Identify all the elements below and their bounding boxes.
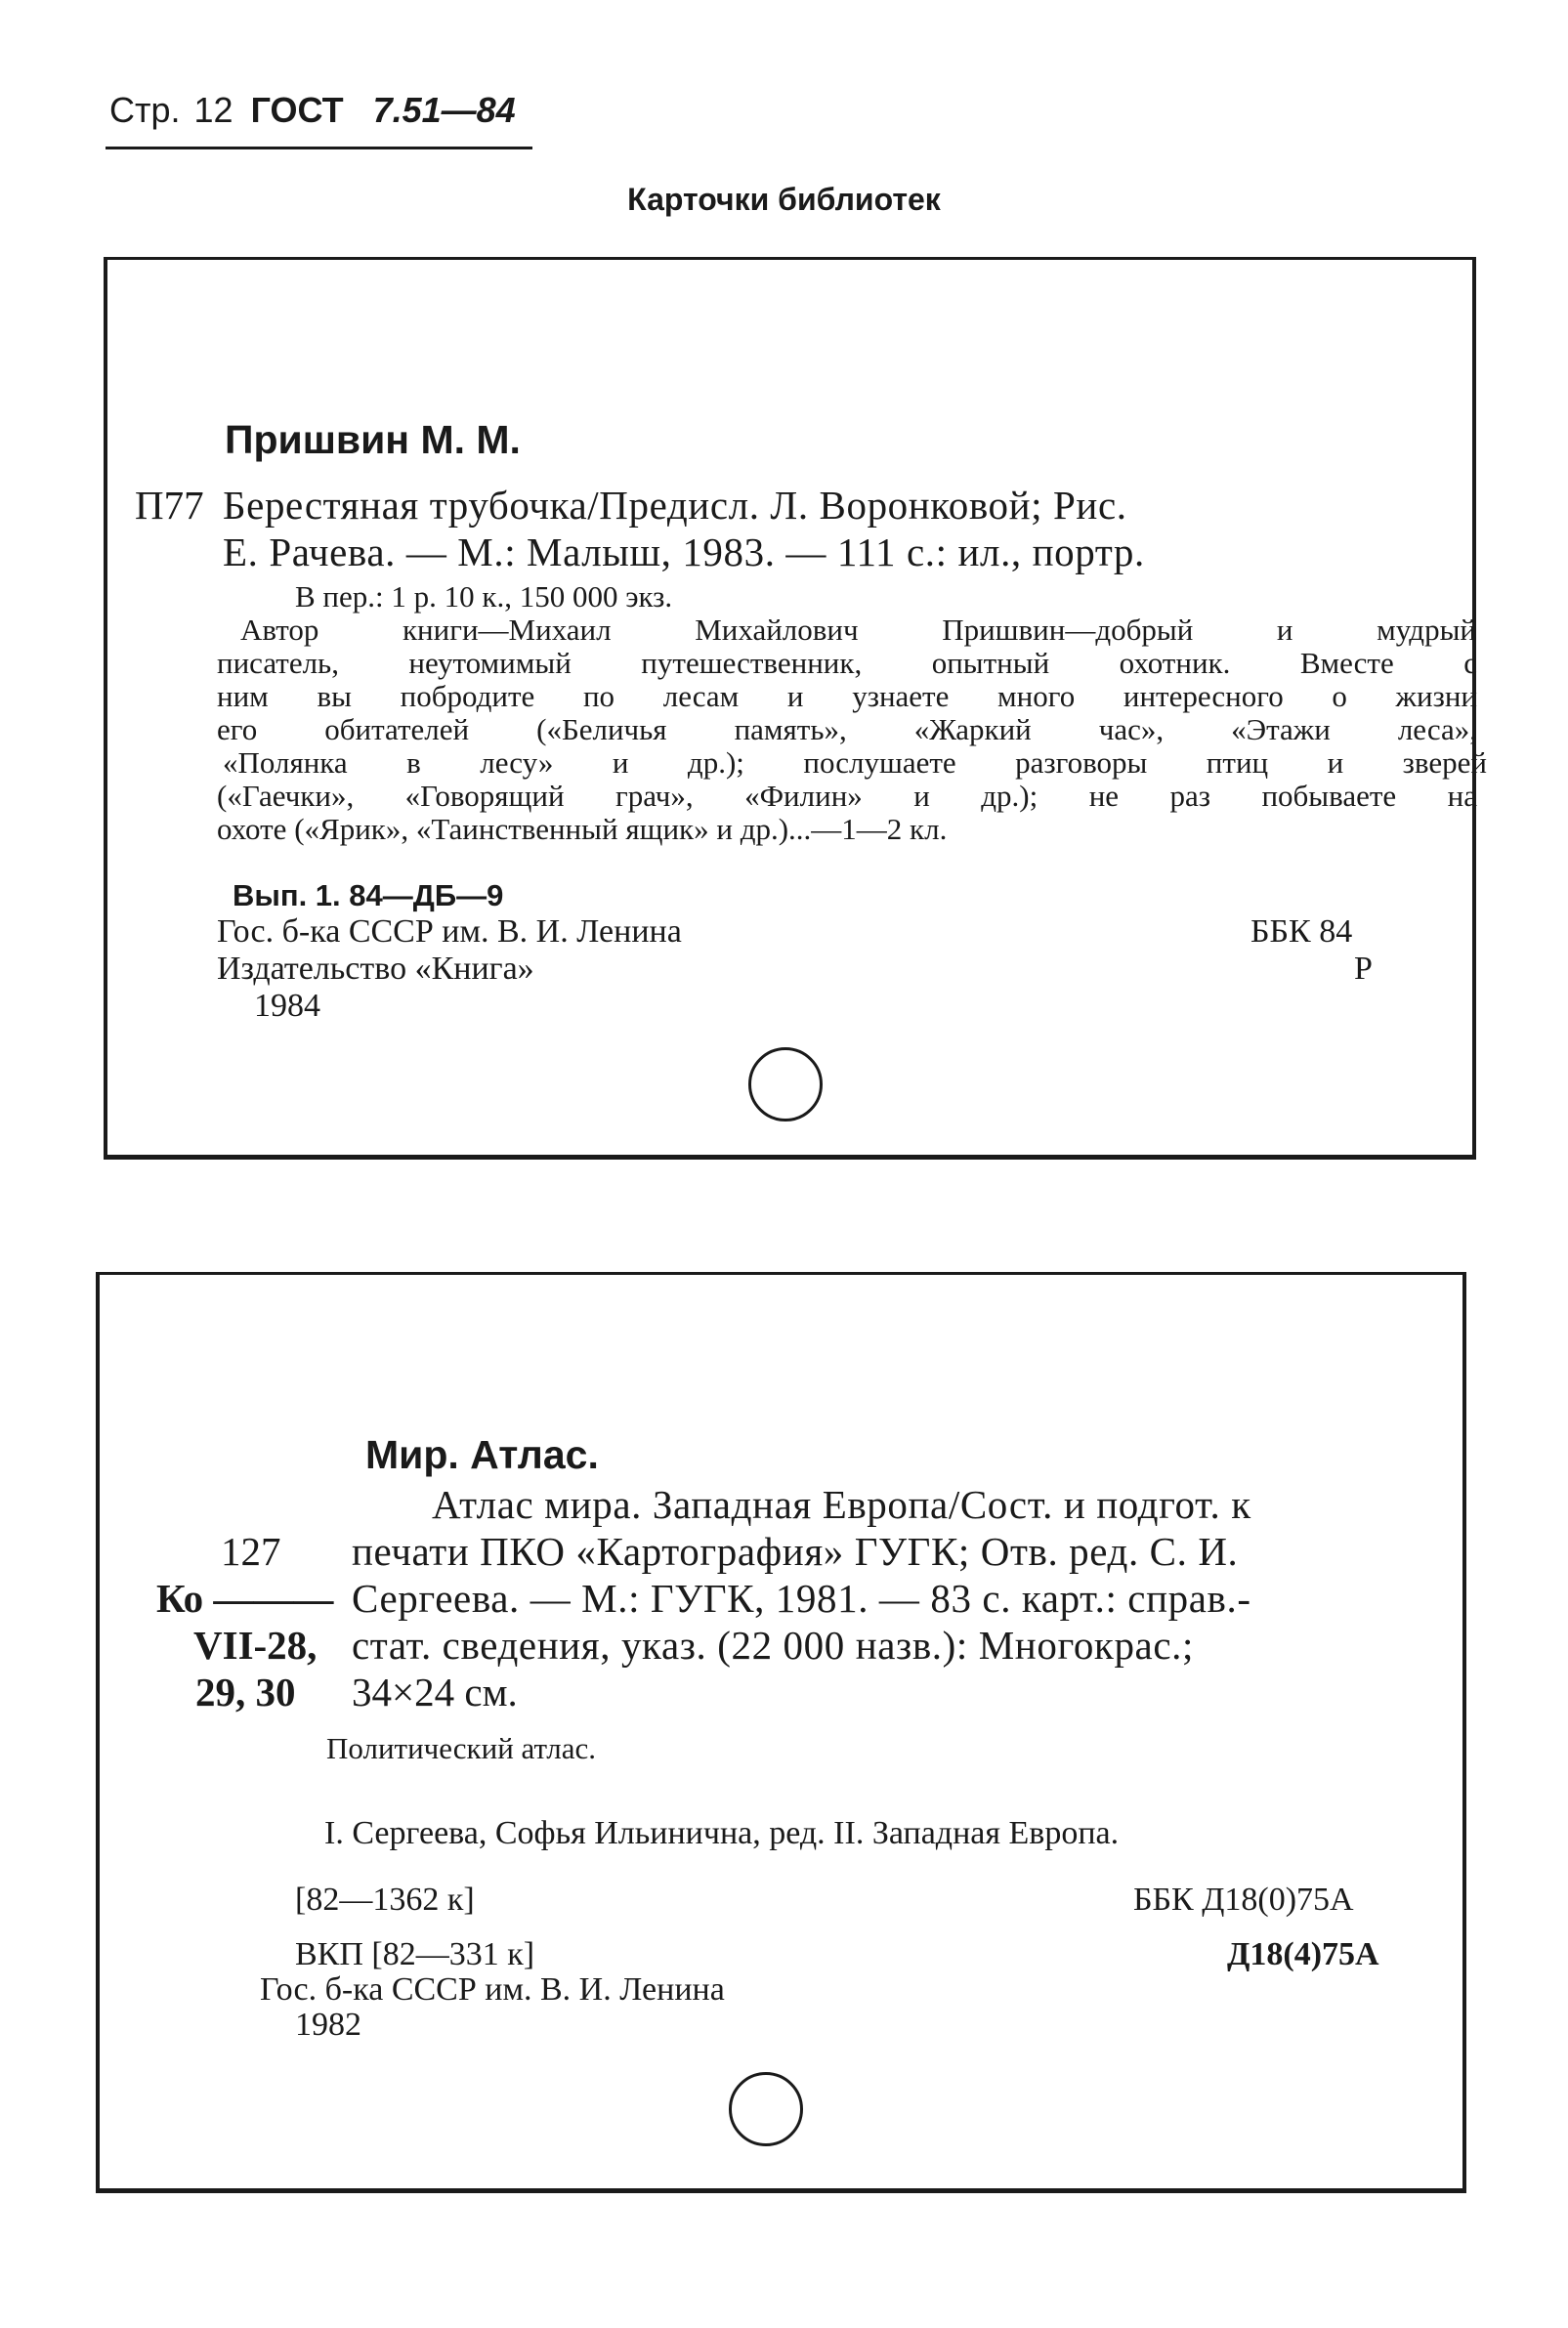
card-border-bottom [96,2188,1466,2193]
vkp-number: ВКП [82—331 к] [295,1936,535,1972]
library-card-prishvin [104,257,1487,1160]
title-line: Сергеева. — М.: ГУГК, 1981. — 83 с. карт.: справ.- [352,1576,1251,1621]
tracing: I. Сергеева, Софья Ильинична, ред. II. Западная Европа. [324,1815,1120,1851]
page-header [109,90,516,131]
shelf-mark: П77 [135,483,204,528]
side-mark: Ко ——— [156,1576,334,1621]
bbk-subindex: Р [1354,951,1373,987]
card-border-bottom [104,1155,1476,1160]
card-heading: Мир. Атлас. [365,1432,599,1477]
card-border-right [1462,1272,1466,2193]
year: 1982 [295,2007,361,2043]
annotation-line: охоте («Ярик», «Таинственный ящик» и др.)...—1—2 кл. [217,812,948,846]
annotation-line: Автор книги—Михаил Михайлович Пришвин—добрый и мудрый [240,613,1476,647]
note: Политический атлас. [326,1731,597,1765]
library-card-atlas [96,1272,1466,2193]
standard-code: 7.51—84 [372,90,516,130]
annotation-line: «Полянка в лесу» и др.); послушаете разговоры птиц и зверей [223,745,1487,780]
card-border-left [104,257,107,1160]
card-border-top [96,1272,1466,1275]
page-label: Стр. [109,90,181,130]
page-number: 12 [193,90,233,130]
card-border-left [96,1272,100,2193]
punch-hole [729,2072,803,2146]
publisher: Издательство «Книга» [217,951,534,987]
side-mark: 127 [221,1529,281,1574]
bbk-subindex: Д18(4)75А [1227,1936,1379,1972]
card-heading: Пришвин М. М. [225,417,521,462]
year: 1984 [254,988,320,1024]
title-line: Берестяная трубочка/Предисл. Л. Воронковой; Рис. [223,483,1127,528]
order-number: [82—1362 к] [295,1882,475,1918]
price-line: В пер.: 1 р. 10 к., 150 000 экз. [295,579,673,614]
standard-name: ГОСТ [250,90,344,130]
bbk-index: ББК 84 [1250,913,1353,950]
side-mark: VII-28, [193,1623,318,1668]
annotation-line: его обитателей («Беличья память», «Жаркий час», «Этажи леса», [217,712,1477,746]
punch-hole [748,1047,823,1122]
title-line: 34×24 см. [352,1670,518,1714]
header-rule [106,147,532,149]
issue-number: Вып. 1. 84—ДБ—9 [233,878,504,912]
bbk-index: ББК Д18(0)75А [1133,1882,1354,1918]
section-title: Карточки библиотек [627,182,941,217]
annotation-line: писатель, неутомимый путешественник, опытный охотник. Вместе с [217,646,1477,680]
title-line: печати ПКО «Картография» ГУГК; Отв. ред. С. И. [352,1529,1239,1574]
title-line: стат. сведения, указ. (22 000 назв.): Многокрас.; [352,1623,1194,1668]
library-name: Гос. б-ка СССР им. В. И. Ленина [217,913,682,950]
library-name: Гос. б-ка СССР им. В. И. Ленина [260,1971,725,2008]
card-border-top [104,257,1476,260]
title-line: Е. Рачева. — М.: Малыш, 1983. — 111 с.: ил., портр. [223,529,1145,574]
annotation-line: ним вы побродите по лесам и узнаете много интересного о жизни [217,679,1477,713]
annotation-line: («Гаечки», «Говорящий грач», «Филин» и др.); не раз побываете на [217,779,1477,813]
title-line: Атлас мира. Западная Европа/Сост. и подгот. к [432,1482,1251,1527]
side-mark: 29, 30 [195,1670,296,1714]
